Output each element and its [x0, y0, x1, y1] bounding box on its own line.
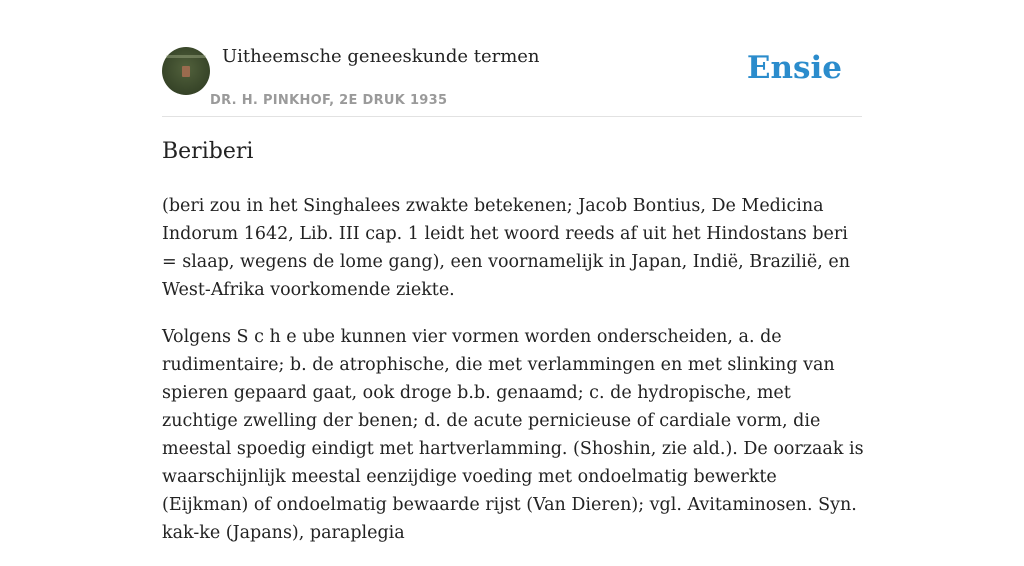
- book-author: DR. H. PINKHOF, 2E DRUK 1935: [210, 93, 448, 108]
- entry-title: Beriberi: [162, 139, 254, 164]
- entry-content: [162, 192, 864, 566]
- book-cover-image[interactable]: [162, 47, 210, 95]
- brand-logo-link[interactable]: Ensie: [746, 50, 842, 86]
- entry-paragraph: Volgens S c h e ube kunnen vier vormen worden onderscheiden, a. de rudimentaire; b. de atrophische, die met verlammingen en met slinking van spieren gepaard gaat, ook droge b.b. genaamd; c. de hydropische, met zuchtige zwelling der benen; d. de acute perniciеuse of cardiale vorm, die meestal spoedig eindigt met hartverlamming. (Shoshin, zie ald.). De oorzaak is waarschijnlijk meestal eenzijdige voeding met ondoelmatig bewerkte (Eijkman) of ondoelmatig bewaarde rijst (Van Dieren); vgl. Avitaminosen. Syn. kak-ke (Japans), paraplegia: [162, 327, 864, 543]
- book-cover-band: [166, 55, 206, 58]
- book-title[interactable]: Uitheemsche geneeskunde termen: [222, 46, 540, 67]
- entry-paragraph: (beri zou in het Singhalees zwakte betekenen; Jacob Bontius, De Medicina Indorum 1642, Lib. III cap. 1 leidt het woord reeds af uit het Hindostans beri = slaap, wegens de lome gang), een voornamelijk in Japan, Indië, Brazilië, en West-Afrika voorkomende ziekte.: [162, 196, 851, 300]
- book-cover-label: [182, 66, 190, 77]
- book-header: [162, 44, 862, 117]
